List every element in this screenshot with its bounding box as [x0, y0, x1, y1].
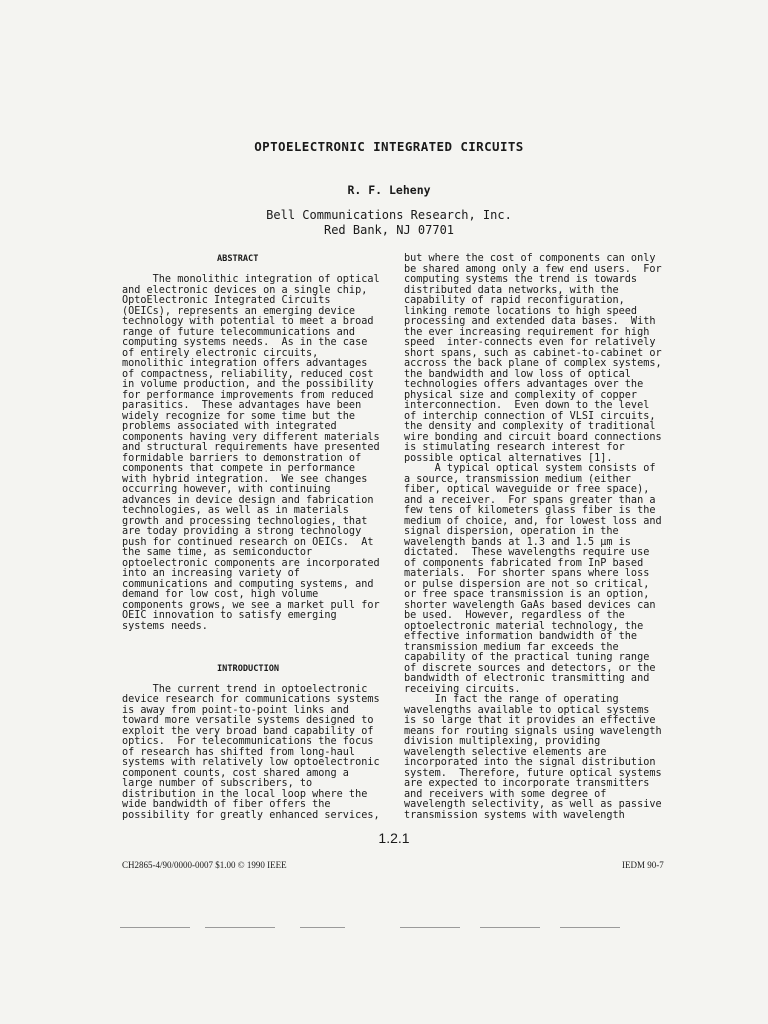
text-line: incorporated into the signal distribution	[404, 757, 656, 768]
text-line: push for continued research on OEICs. At	[122, 536, 374, 548]
text-line: short spans, such as cabinet-to-cabinet or	[404, 347, 662, 359]
text-line: wide bandwidth of fiber offers the	[122, 799, 331, 810]
left-column	[122, 254, 392, 821]
text-line: dictated. These wavelengths require use	[404, 547, 650, 558]
text-line: or free space transmission is an option,	[404, 589, 650, 600]
text-line: optics. For telecommunications the focus	[122, 736, 374, 747]
proceedings-footer: IEDM 90-7	[622, 860, 664, 870]
text-line: physical size and complexity of copper	[404, 389, 638, 401]
text-line: in volume production, and the possibility	[122, 379, 374, 390]
text-line: the density and complexity of traditional	[404, 421, 656, 432]
text-line: A typical optical system consists of	[404, 463, 656, 474]
text-line: and structural requirements have presented	[122, 442, 380, 453]
scan-artifact-line	[400, 927, 460, 928]
text-line: range of future telecommunications and	[122, 326, 356, 338]
scan-artifact-line	[480, 927, 540, 928]
blank-line	[122, 632, 392, 643]
text-line: components having very different materials	[122, 431, 380, 443]
text-line: component counts, cost shared among a	[122, 767, 349, 779]
text-line: possibility for greatly enhanced services,	[122, 809, 380, 821]
text-line: of entirely electronic circuits,	[122, 347, 319, 359]
text-line: advances in device design and fabrication	[122, 494, 374, 506]
scan-artifact-line	[560, 927, 620, 928]
text-line: parasitics. These advantages have been	[122, 400, 362, 411]
text-line: the ever increasing requirement for high	[404, 326, 650, 338]
text-line: for performance improvements from reduced	[122, 389, 374, 401]
text-line: be shared among only a few end users. For	[404, 263, 662, 275]
text-line: optoelectronic material technology, the	[404, 620, 644, 632]
text-line: of interchip connection of VLSI circuits,	[404, 410, 656, 422]
text-line: technologies, as well as in materials	[122, 505, 349, 516]
text-line: technology with potential to meet a broad	[122, 316, 374, 327]
text-line: distributed data networks, with the	[404, 284, 619, 296]
affiliation	[0, 208, 768, 238]
text-line: widely recognize for some time but the	[122, 410, 356, 422]
text-line: device research for communications systems	[122, 694, 380, 705]
text-line: systems with relatively low optoelectronic	[122, 757, 380, 768]
text-line: wavelength selectivity, as well as passive	[404, 799, 662, 810]
text-line: toward more versatile systems designed to	[122, 715, 374, 726]
section-heading: INTRODUCTION	[217, 663, 280, 674]
text-line: and receivers with some degree of	[404, 788, 607, 800]
blank-line	[122, 643, 392, 654]
text-line: the bandwidth and low loss of optical	[404, 368, 631, 380]
section-heading: ABSTRACT	[217, 254, 259, 264]
text-line: transmission systems with wavelength	[404, 809, 625, 821]
text-line: formidable barriers to demonstration of	[122, 452, 362, 464]
text-line: the same time, as semiconductor	[122, 547, 313, 558]
text-line: computing systems needs. As in the case	[122, 337, 368, 348]
text-line: demand for low cost, high volume	[122, 589, 319, 600]
text-line: (OEICs), represents an emerging device	[122, 305, 356, 317]
text-line: but where the cost of components can only	[404, 253, 656, 264]
text-line: transmission medium far exceeds the	[404, 641, 619, 653]
scan-artifact-line	[120, 927, 190, 928]
text-line: receiving circuits.	[404, 683, 521, 695]
text-line: bandwidth of electronic transmitting and	[404, 673, 650, 684]
text-line: fiber, optical waveguide or free space),	[404, 484, 650, 495]
text-line: of research has shifted from long-haul	[122, 746, 356, 758]
text-line: division multiplexing, providing	[404, 736, 601, 747]
text-line: with hybrid integration. We see changes	[122, 473, 368, 485]
text-line: In fact the range of operating	[404, 694, 619, 705]
text-line: accross the back plane of complex systems,	[404, 358, 662, 369]
text-line: processing and extended data bases. With	[404, 316, 656, 327]
text-line: possible optical alternatives [1].	[404, 452, 613, 464]
text-line: into an increasing variety of	[122, 568, 300, 579]
blank-line	[122, 653, 392, 664]
text-line: occurring however, with continuing	[122, 484, 331, 495]
text-line: The monolithic integration of optical	[122, 274, 380, 285]
text-line: is away from point-to-point links and	[122, 704, 349, 716]
text-line: means for routing signals using wavelength	[404, 725, 662, 737]
text-line: The current trend in optoelectronic	[122, 683, 368, 695]
text-line: wavelength bands at 1.3 and 1.5 µm is	[404, 536, 631, 548]
text-line: or pulse dispersion are not so critical,	[404, 578, 650, 590]
text-line: capability of rapid reconfiguration,	[404, 295, 625, 306]
text-line: distribution in the local loop where the	[122, 788, 368, 800]
text-line: materials. For shorter spans where loss	[404, 568, 650, 579]
right-column	[404, 254, 674, 821]
text-line: and a receiver. For spans greater than a	[404, 494, 656, 506]
text-line: are today providing a strong technology	[122, 526, 362, 537]
text-line: of components fabricated from InP based	[404, 557, 644, 569]
text-line: few tens of kilometers glass fiber is the	[404, 505, 656, 516]
page-number: 1.2.1	[378, 830, 410, 846]
text-line: technologies offers advantages over the	[404, 379, 644, 390]
text-line: problems associated with integrated	[122, 421, 337, 432]
scan-artifact-line	[205, 927, 275, 928]
text-line: components grows, we see a market pull for	[122, 599, 380, 611]
text-line: capability of the practical tuning range	[404, 652, 650, 663]
paper-title: OPTOELECTRONIC INTEGRATED CIRCUITS	[254, 139, 524, 154]
copyright-footer: CH2865-4/90/0000-0007 $1.00 © 1990 IEEE	[122, 860, 287, 870]
text-line: components that compete in performance	[122, 463, 356, 474]
text-line: exploit the very broad band capability of	[122, 725, 374, 737]
scan-artifact-line	[300, 927, 345, 928]
text-line: wavelength selective elements are	[404, 746, 607, 758]
text-line: optoelectronic components are incorporated	[122, 557, 380, 569]
text-line: is stimulating research interest for	[404, 442, 625, 453]
text-line: shorter wavelength GaAs based devices can	[404, 599, 656, 611]
text-line: is so large that it provides an effective	[404, 715, 656, 726]
text-line: communications and computing systems, and	[122, 578, 374, 590]
text-line: speed inter-connects even for relatively	[404, 337, 656, 348]
text-line: growth and processing technologies, that	[122, 515, 368, 527]
text-line: and electronic devices on a single chip,	[122, 284, 368, 296]
text-line: wavelengths available to optical systems	[404, 704, 650, 716]
text-line: effective information bandwidth of the	[404, 631, 638, 642]
text-line: signal dispersion, operation in the	[404, 526, 619, 537]
text-line: of compactness, reliability, reduced cost	[122, 368, 374, 380]
text-line: interconnection. Even down to the level	[404, 400, 650, 411]
text-line: are expected to incorporate transmitters	[404, 778, 650, 789]
text-line: monolithic integration offers advantages	[122, 358, 368, 369]
author-name: R. F. Leheny	[347, 183, 431, 197]
text-line: OptoElectronic Integrated Circuits	[122, 295, 331, 306]
text-line: computing systems the trend is towards	[404, 274, 638, 285]
text-line: a source, transmission medium (either	[404, 473, 631, 485]
text-line: medium of choice, and, for lowest loss and	[404, 515, 662, 527]
text-line: be used. However, regardless of the	[404, 610, 625, 621]
blank-line	[122, 674, 392, 685]
text-line: large number of subscribers, to	[122, 778, 313, 789]
affiliation-line: Red Bank, NJ 07701	[323, 223, 455, 237]
text-line: systems needs.	[122, 620, 208, 632]
affiliation-line: Bell Communications Research, Inc.	[266, 208, 512, 222]
text-line: wire bonding and circuit board connections	[404, 431, 662, 443]
text-line: system. Therefore, future optical systems	[404, 767, 662, 779]
text-line: of discrete sources and detectors, or the	[404, 662, 656, 674]
text-line: linking remote locations to high speed	[404, 305, 638, 317]
text-line: OEIC innovation to satisfy emerging	[122, 610, 337, 621]
